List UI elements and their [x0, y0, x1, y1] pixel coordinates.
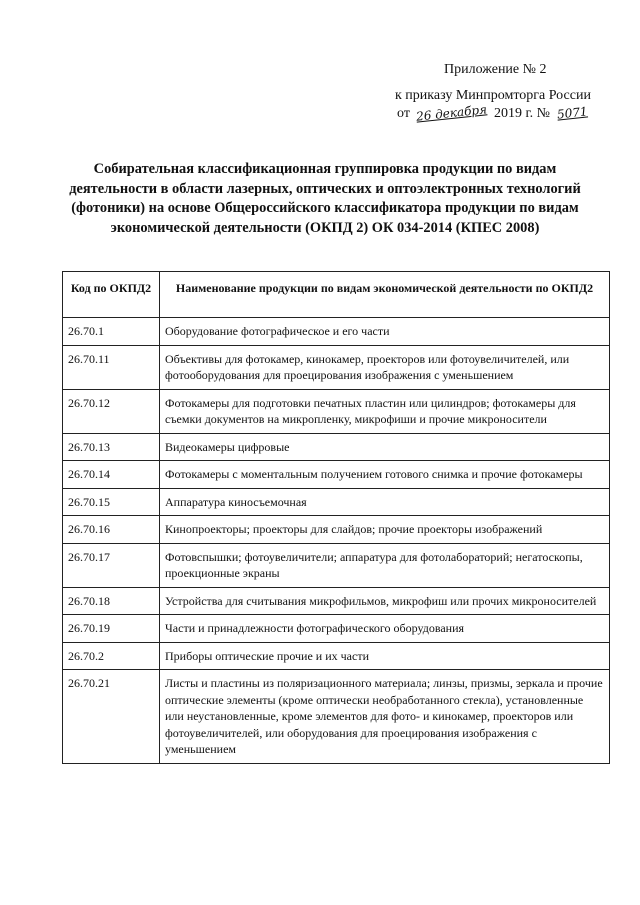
table-row — [63, 318, 610, 346]
table-row — [63, 615, 610, 643]
table-row — [63, 461, 610, 489]
row-name: Части и принадлежности фотографического оборудования — [160, 615, 610, 643]
row-name: Аппаратура киносъемочная — [160, 488, 610, 516]
row-name: Фотовспышки; фотоувеличители; аппаратура для фотолабораторий; негатоскопы, проекционные экраны — [160, 543, 610, 587]
header-name: Наименование продукции по видам экономической деятельности по ОКПД2 — [160, 272, 610, 318]
table-row — [63, 642, 610, 670]
row-name: Видеокамеры цифровые — [160, 433, 610, 461]
document-title: Собирательная классификационная группировка продукции по видам деятельности в области лазерных, оптических и оптоэлектронных технологий (фотоники) на основе Общероссийского классификатора продукции по видам экономической деятельности (ОКПД 2) ОК 034-2014 (КПЕС 2008) — [69, 161, 581, 236]
table-row — [63, 543, 610, 587]
classification-table — [62, 271, 610, 764]
row-name: Приборы оптические прочие и их части — [160, 642, 610, 670]
handwritten-order-number: 5071 — [555, 104, 588, 122]
table-row — [63, 516, 610, 544]
order-year: 2019 г. № — [494, 106, 551, 121]
table-row — [63, 587, 610, 615]
row-code: 26.70.12 — [63, 389, 160, 433]
table-row — [63, 488, 610, 516]
header-code: Код по ОКПД2 — [63, 272, 160, 318]
row-code: 26.70.11 — [63, 345, 160, 389]
handwritten-date: 26 декабря — [415, 102, 489, 124]
order-from-prefix: от — [397, 106, 410, 121]
table-row — [63, 670, 610, 764]
row-name: Устройства для считывания микрофильмов, микрофиш или прочих микроносителей — [160, 587, 610, 615]
row-name: Оборудование фотографическое и его части — [160, 318, 610, 346]
row-code: 26.70.14 — [63, 461, 160, 489]
row-code: 26.70.16 — [63, 516, 160, 544]
order-date-number — [397, 102, 590, 124]
row-code: 26.70.21 — [63, 670, 160, 764]
row-code: 26.70.17 — [63, 543, 160, 587]
table-row — [63, 345, 610, 389]
row-code: 26.70.13 — [63, 433, 160, 461]
table-row — [63, 389, 610, 433]
table-row — [63, 433, 610, 461]
row-name: Листы и пластины из поляризационного материала; линзы, призмы, зеркала и прочие оптические элементы (кроме оптически необработанного стекла), установленные или неустановленные, кроме элементов для фото- и кинокамер, проекторов или фотоувеличителей, или оборудования для проецирования изображения с уменьшением — [160, 670, 610, 764]
row-code: 26.70.18 — [63, 587, 160, 615]
row-name: Объективы для фотокамер, кинокамер, проекторов или фотоувеличителей, или фотооборудования для проецирования изображения с уменьшением — [160, 345, 610, 389]
row-code: 26.70.19 — [63, 615, 160, 643]
appendix-label: Приложение № 2 — [444, 62, 547, 77]
order-reference: к приказу Минпромторга России — [395, 88, 591, 103]
row-name: Кинопроекторы; проекторы для слайдов; прочие проекторы изображений — [160, 516, 610, 544]
row-name: Фотокамеры с моментальным получением готового снимка и прочие фотокамеры — [160, 461, 610, 489]
table-header-row — [63, 272, 610, 318]
row-code: 26.70.2 — [63, 642, 160, 670]
row-code: 26.70.15 — [63, 488, 160, 516]
row-name: Фотокамеры для подготовки печатных пластин или цилиндров; фотокамеры для съемки документов на микропленку, микрофиши и прочие микроносители — [160, 389, 610, 433]
row-code: 26.70.1 — [63, 318, 160, 346]
